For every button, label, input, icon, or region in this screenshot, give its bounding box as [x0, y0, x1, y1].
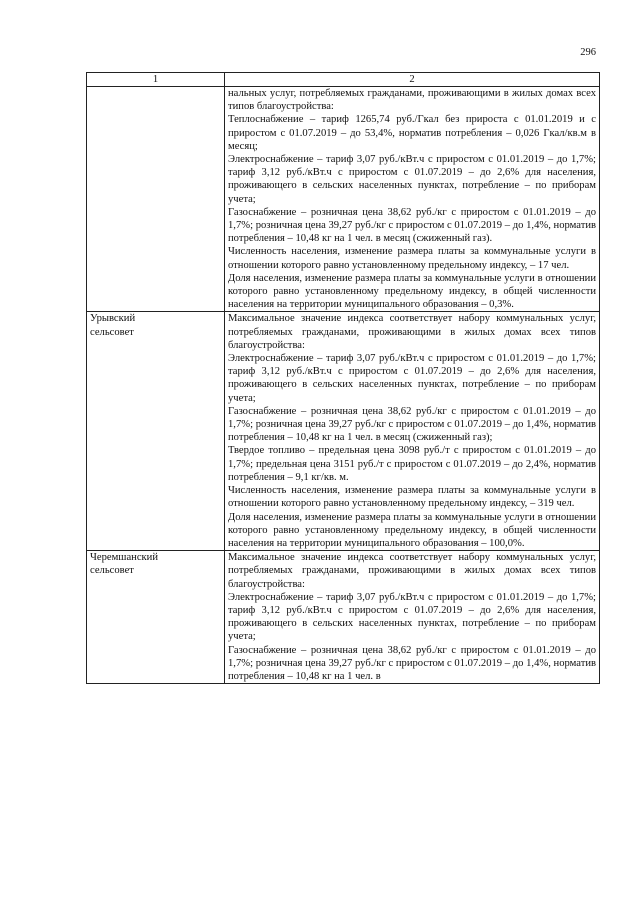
table-row: [87, 87, 600, 312]
paragraph: Газоснабжение – розничная цена 38,62 руб./кг с приростом с 01.01.2019 – до 1,7%; розничная цена 39,27 руб./кг с приростом с 01.07.2019 – до 1,4%, норматив потребления – 10,48 кг на 1 чел. в: [228, 644, 596, 682]
municipality-cell: [87, 551, 225, 684]
paragraph: Электроснабжение – тариф 3,07 руб./кВт.ч с приростом с 01.01.2019 – до 1,7%; тариф 3,12 руб./кВт.ч с приростом с 01.07.2019 – до 2,6% для населения, проживающего в сельских населенных пунктах, потребление – по приборам учета;: [228, 353, 596, 404]
paragraph: Доля населения, изменение размера платы за коммунальные услуги в отношении которого равно установленному предельному индексу, в общей численности населения на территории муниципального образования – 0,3%.: [228, 272, 596, 311]
paragraph: Максимальное значение индекса соответствует набору коммунальных услуг, потребляемых гражданами, проживающими в жилых домах всех типов благоустройства:: [228, 552, 596, 590]
paragraph: нальных услуг, потребляемых гражданами, проживающими в жилых домах всех типов благоустройства:: [228, 88, 596, 113]
paragraph: Максимальное значение индекса соответствует набору коммунальных услуг, потребляемых гражданами, проживающими в жилых домах всех типов благоустройства:: [228, 313, 596, 351]
description-cell: [225, 87, 600, 312]
municipality-type: сельсовет: [90, 326, 134, 338]
table-header-row: [87, 73, 600, 87]
municipality-name: Черемшанский: [90, 552, 159, 564]
description-cell: [225, 312, 600, 551]
paragraph: Электроснабжение – тариф 3,07 руб./кВт.ч с приростом с 01.01.2019 – до 1,7%; тариф 3,12 руб./кВт.ч с приростом с 01.07.2019 – до 2,6% для населения, проживающего в сельских населенных пунктах, потребление – по приборам учета;: [228, 154, 596, 205]
municipality-type: сельсовет: [90, 565, 134, 577]
tariff-table: [86, 72, 600, 684]
table-row: [87, 551, 600, 684]
municipality-name: Урывский: [90, 313, 136, 325]
table-row: [87, 312, 600, 551]
paragraph: Газоснабжение – розничная цена 38,62 руб./кг с приростом с 01.01.2019 – до 1,7%; розничная цена 39,27 руб./кг с приростом с 01.07.2019 – до 1,4%, норматив потребления – 10,48 кг на 1 чел. в месяц (сжиженный газ).: [228, 206, 596, 245]
paragraph: Численность населения, изменение размера платы за коммунальные услуги в отношении которого равно установленному предельному индексу, – 319 чел.: [228, 485, 596, 510]
page-number: 296: [580, 47, 596, 58]
paragraph: Теплоснабжение – тариф 1265,74 руб./Гкал без прироста с 01.01.2019 и с приростом с 01.07.2019 – до 53,4%, норматив потребления – 0,026 Гкал/кв.м в месяц;: [228, 114, 596, 152]
column-header-2: 2: [225, 73, 600, 87]
paragraph: Газоснабжение – розничная цена 38,62 руб./кг с приростом с 01.01.2019 – до 1,7%; розничная цена 39,27 руб./кг с приростом с 01.07.2019 – до 1,4%, норматив потребления – 10,48 кг на 1 чел. в месяц (сжиженный газ);: [228, 405, 596, 444]
description-cell: [225, 551, 600, 684]
paragraph: Твердое топливо – предельная цена 3098 руб./т с приростом с 01.01.2019 – до 1,7%; предельная цена 3151 руб./т с приростом с 01.07.2019 – до 2,4%, норматив потребления – 9,1 кг/кв. м.: [228, 445, 596, 483]
column-header-1: 1: [87, 73, 225, 87]
paragraph: Доля населения, изменение размера платы за коммунальные услуги в отношении которого равно установленному предельному индексу, в общей численности населения на территории муниципального образования – 100,0%.: [228, 511, 596, 549]
municipality-cell: [87, 312, 225, 551]
paragraph: Электроснабжение – тариф 3,07 руб./кВт.ч с приростом с 01.01.2019 – до 1,7%; тариф 3,12 руб./кВт.ч с приростом с 01.07.2019 – до 2,6% для населения, проживающего в сельских населенных пунктах, потребление – по приборам учета;: [228, 591, 596, 643]
municipality-cell: [87, 87, 225, 312]
paragraph: Численность населения, изменение размера платы за коммунальные услуги в отношении которого равно установленному предельному индексу, – 17 чел.: [228, 246, 596, 271]
